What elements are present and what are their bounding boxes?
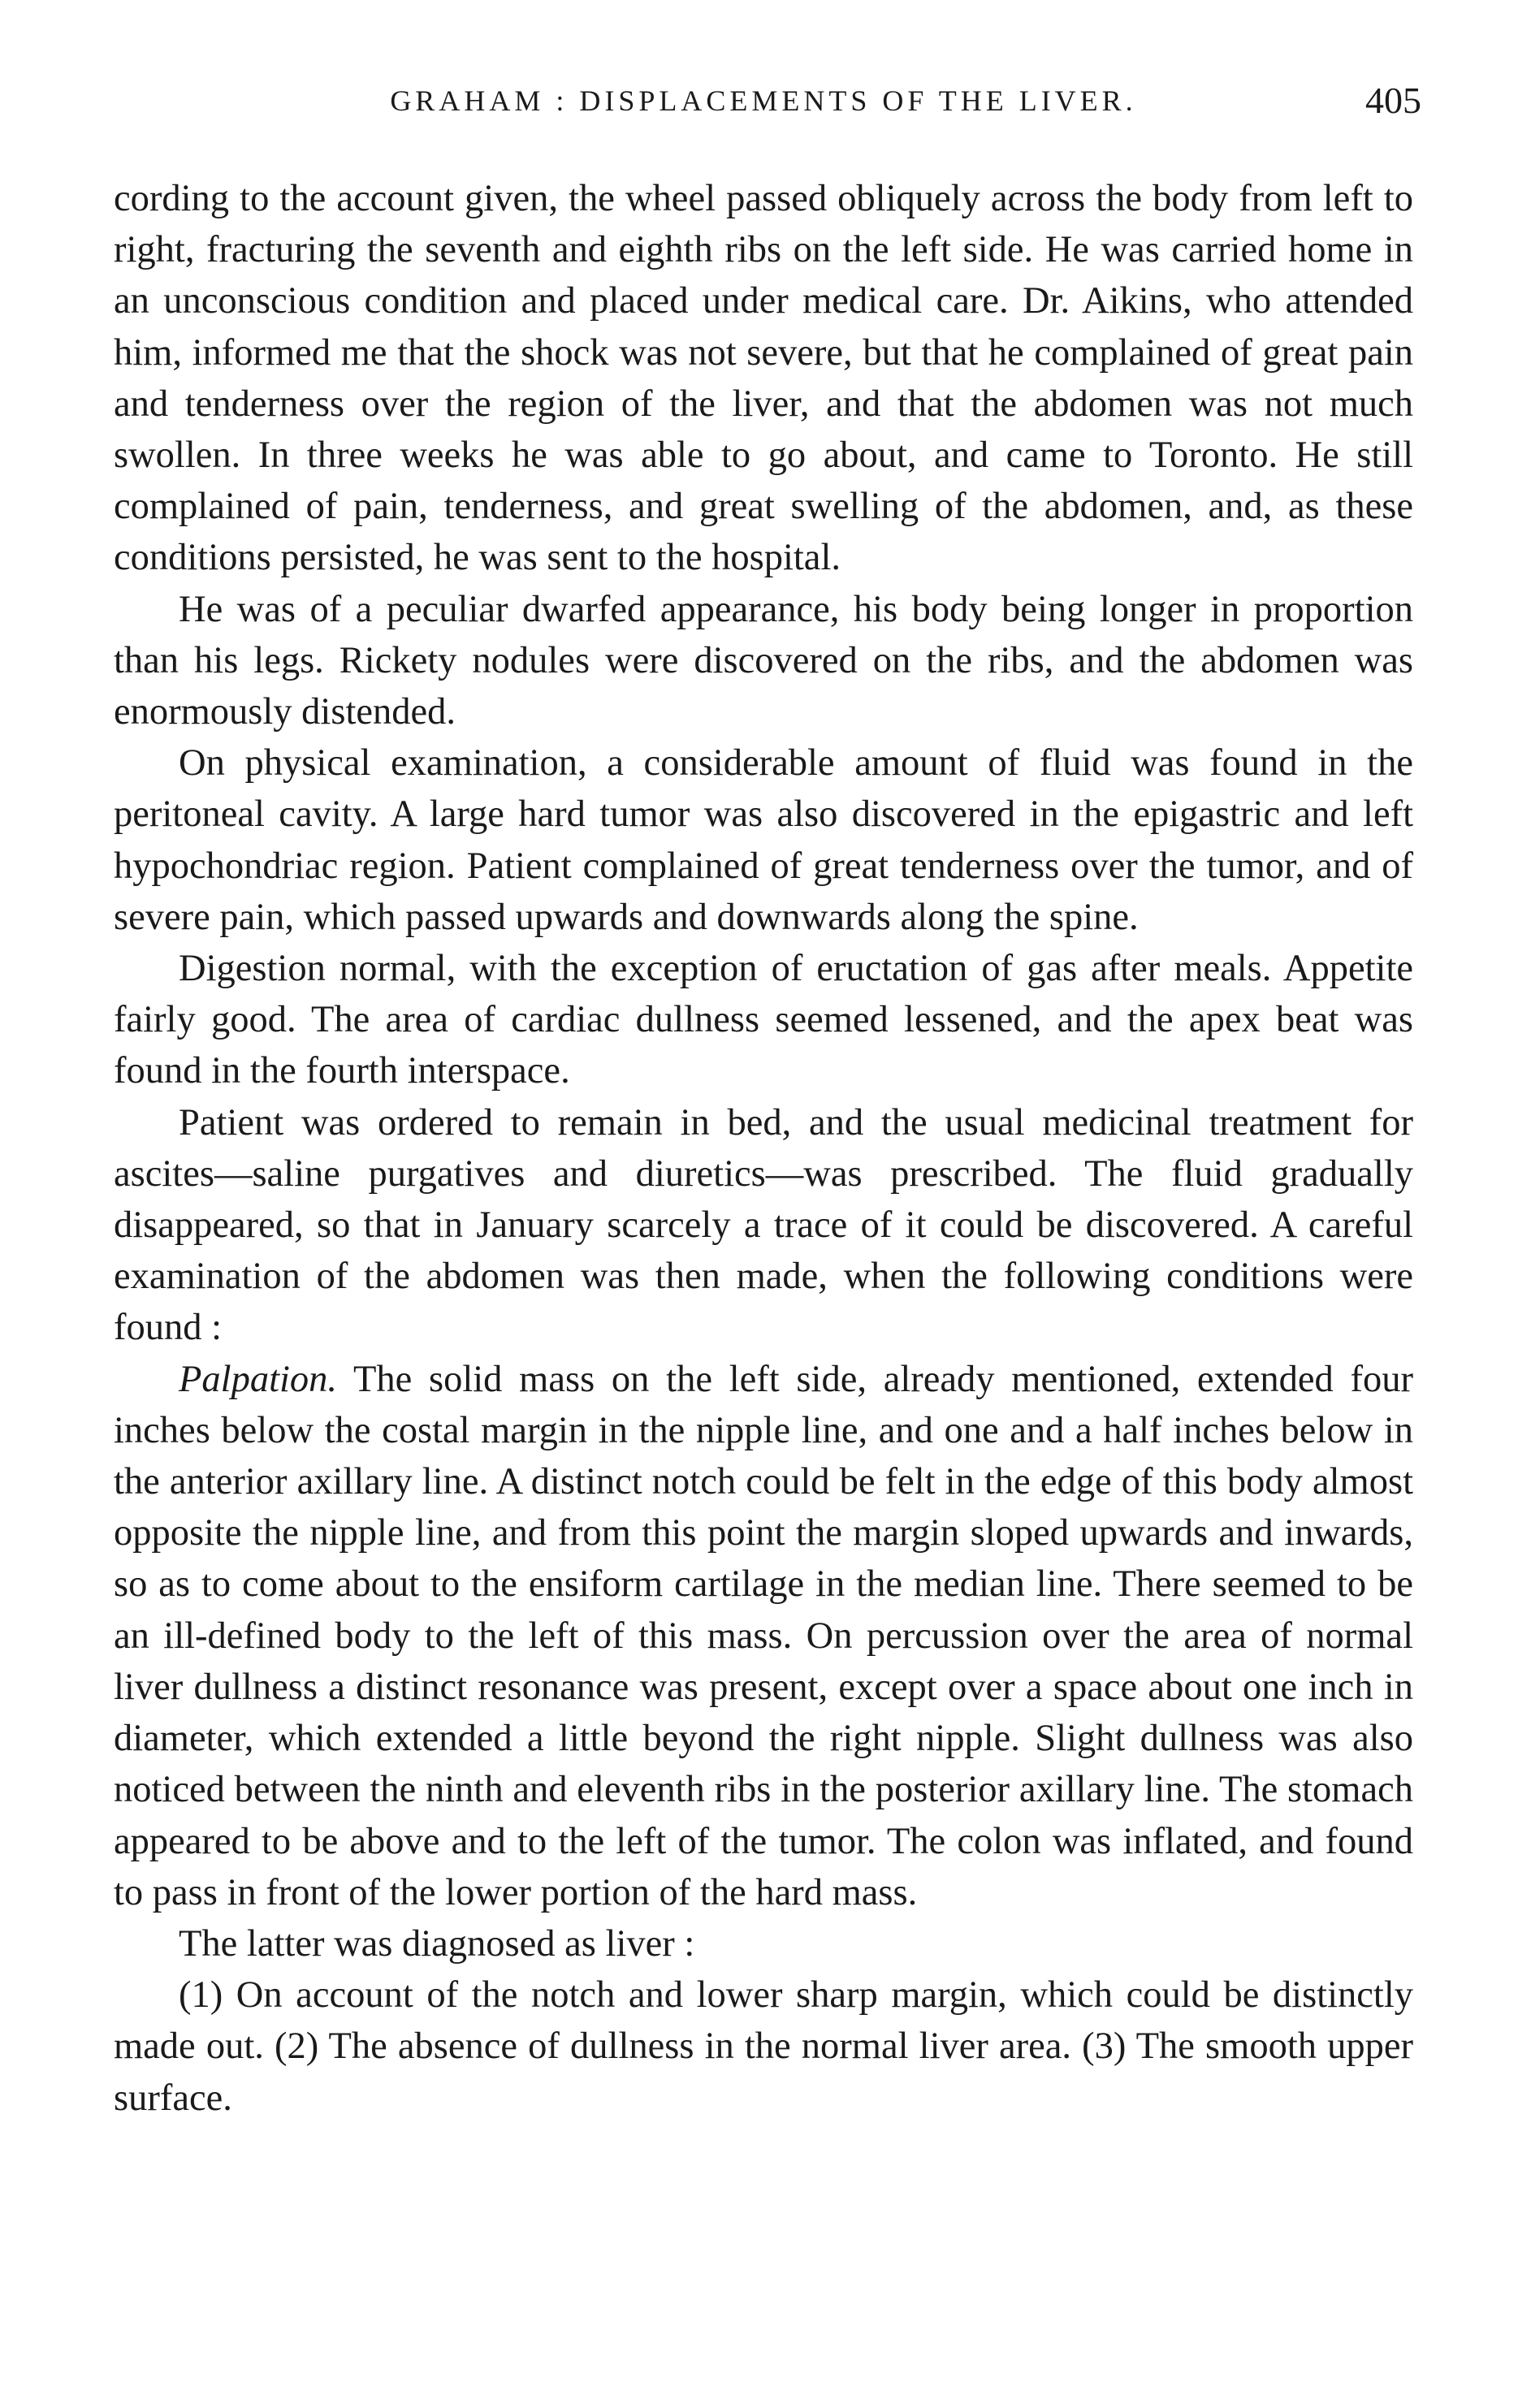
book-page (114, 77, 1421, 2124)
running-title: GRAHAM : DISPLACEMENTS OF THE LIVER. (390, 84, 1137, 117)
paragraph: He was of a peculiar dwarfed appearance, his body being longer in proportion than his legs. Rickety nodules were discovered on the ribs, and the abdomen was enormously distended. (114, 588, 1413, 733)
paragraph-text: The solid mass on the left side, already mentioned, extended four inches below the costal margin in the nipple line, and one and a half inches below in the anterior axillary line. A distinct notch could be felt in the edge of this body almost opposite the nipple line, and from this point the margin sloped upwards and inwards, so as to come about to the ensiform cartilage in the median line. There seemed to be an ill-defined body to the left of this mass. On percussion over the area of normal liver dullness a distinct resonance was present, except over a space about one inch in diameter, which extended a little beyond the right nipple. Slight dullness was also noticed between the ninth and eleventh ribs in the posterior axillary line. The stomach appeared to be above and to the left of the tumor. The colon was inflated, and found to pass in front of the lower portion of the hard mass. (114, 1358, 1413, 1913)
paragraph-lead: Palpation. (179, 1358, 338, 1400)
page-header (114, 77, 1421, 142)
page-number: 405 (1365, 80, 1421, 121)
body-text (114, 173, 1413, 2124)
paragraph (114, 1354, 1413, 1918)
paragraph: (1) On account of the notch and lower sharp margin, which could be distinctly made out. (2) The absence of dullness in the normal liver area. (3) The smooth upper surface. (114, 1974, 1413, 2119)
paragraph: Patient was ordered to remain in bed, and the usual medicinal treatment for ascites—saline purgatives and diuretics—was prescribed. The fluid gradually disappeared, so that in January scarcely a trace of it could be discovered. A careful examination of the abdomen was then made, when the following conditions were found : (114, 1101, 1413, 1349)
paragraph: The latter was diagnosed as liver : (179, 1922, 695, 1965)
paragraph: On physical examination, a considerable amount of fluid was found in the peritoneal cavity. A large hard tumor was also discovered in the epigastric and left hypochondriac region. Patient complained of great tenderness over the tumor, and of severe pain, which passed upwards and downwards along the spine. (114, 742, 1413, 938)
paragraph: Digestion normal, with the exception of eructation of gas after meals. Appetite fairly good. The area of cardiac dullness seemed lessened, and the apex beat was found in the fourth interspace. (114, 948, 1413, 1092)
paragraph: cording to the account given, the wheel passed obliquely across the body from left to right, fracturing the seventh and eighth ribs on the left side. He was carried home in an unconscious condition and placed under medical care. Dr. Aikins, who attended him, informed me that the shock was not severe, but that he complained of great pain and tenderness over the region of the liver, and that the abdomen was not much swollen. In three weeks he was able to go about, and came to Toronto. He still complained of pain, tenderness, and great swelling of the abdomen, and, as these conditions persisted, he was sent to the hospital. (114, 178, 1413, 579)
